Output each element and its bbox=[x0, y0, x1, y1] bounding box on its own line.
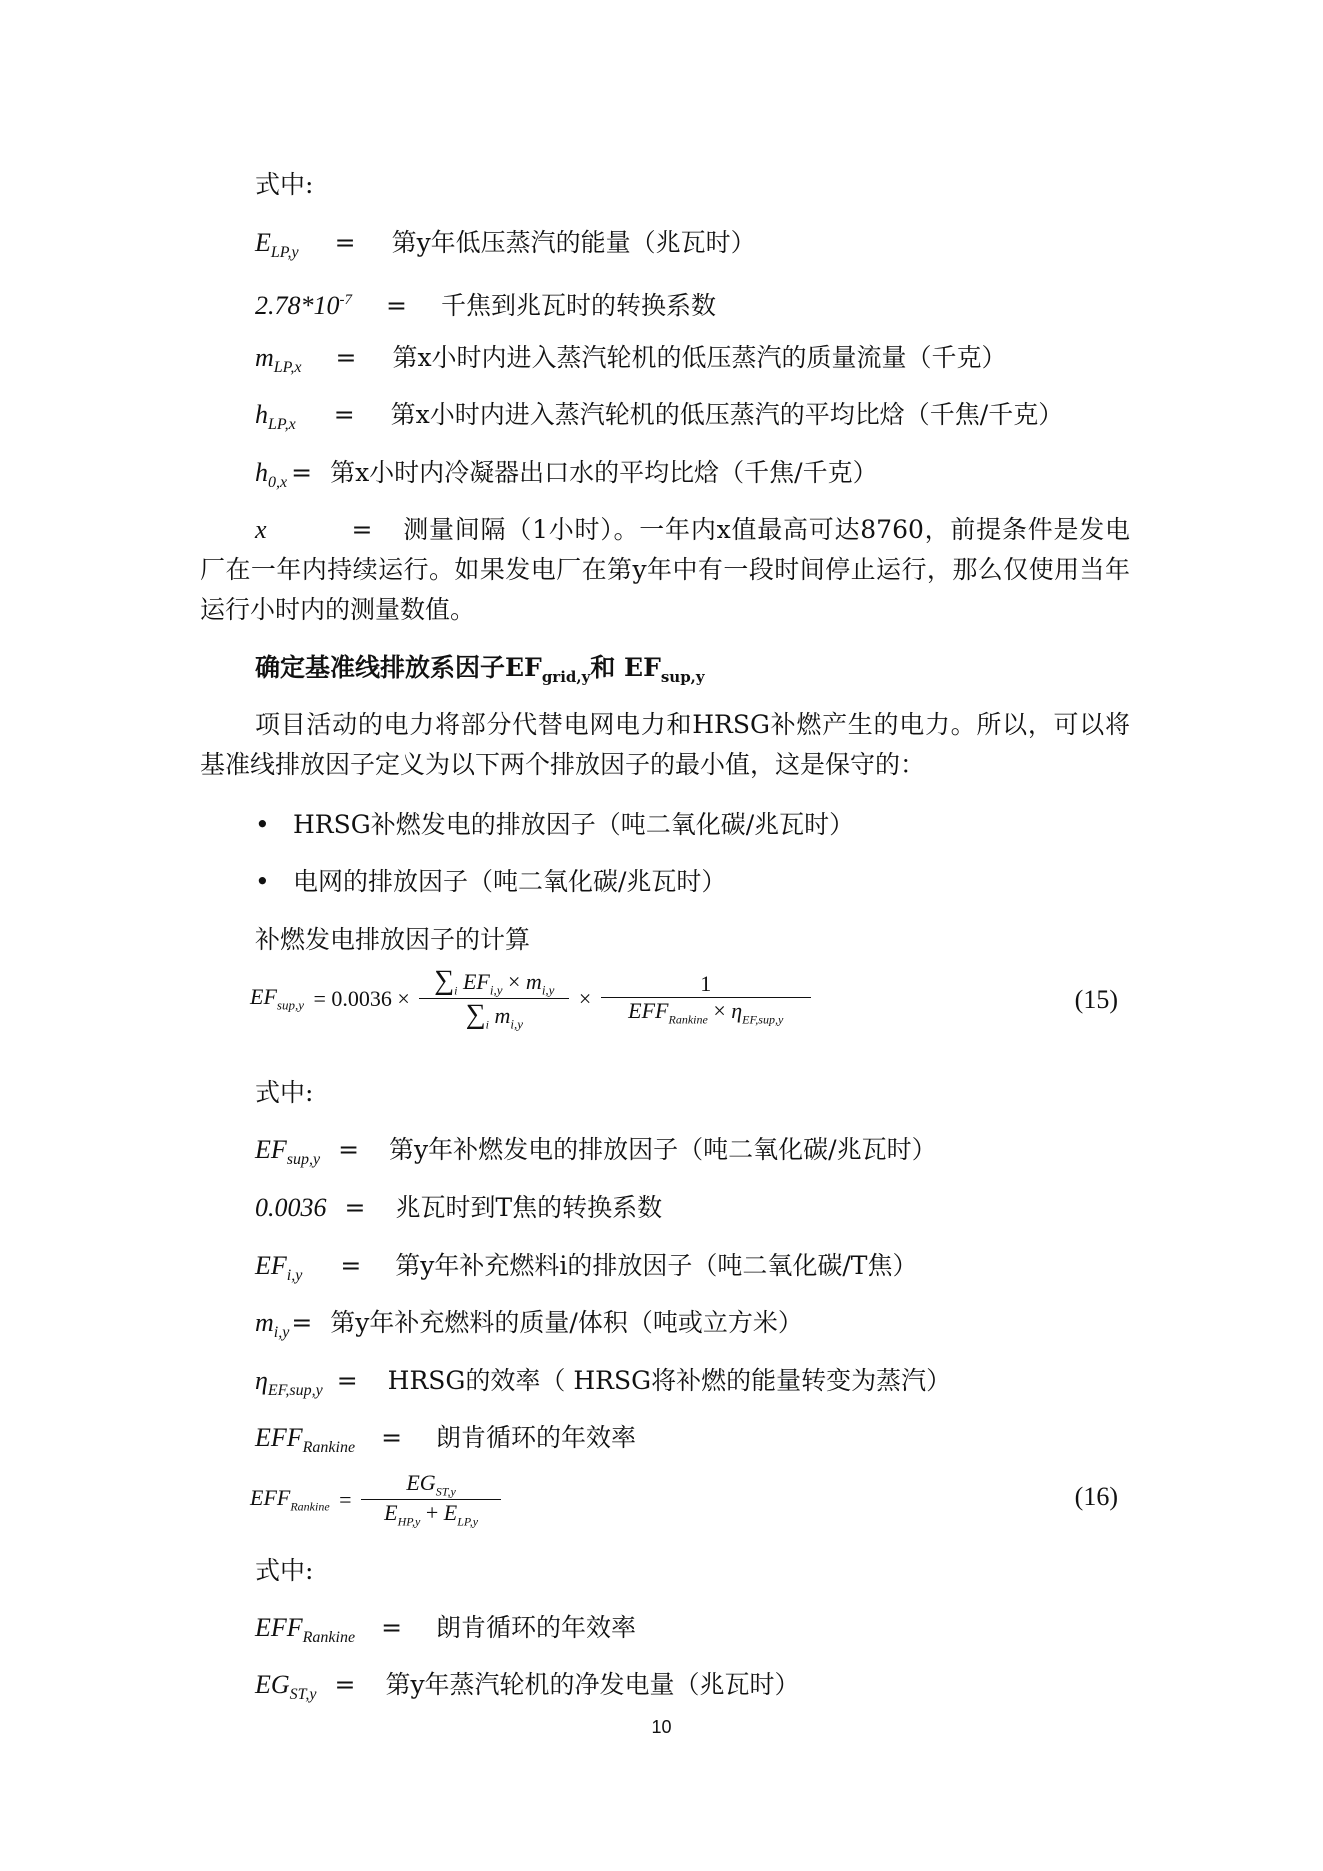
equals-sign: = bbox=[386, 291, 407, 320]
symbol: $m_{i,y}$ bbox=[255, 1308, 290, 1341]
fraction: $\frac{1}{EFF_{Rankine} \times \eta_{EF,sup,y}}$ bbox=[601, 971, 811, 1027]
equals-sign: = bbox=[338, 1135, 360, 1164]
definition-text: 第y年补充燃料i的排放因子（吨二氧化碳/T焦） bbox=[395, 1251, 918, 1280]
paragraph-text: 测量间隔（1小时）。一年内x值最高可达8760，前提条件是发电厂在一年内持续运行。如果发电厂在第y年中有一段时间停止运行，那么仅使用当年运行小时内的测量数值。 bbox=[200, 515, 1130, 624]
definition-text: 第x小时内冷凝器出口水的平均比焓（千焦/千克） bbox=[330, 458, 878, 487]
symbol: $EFF_{Rankine}$ bbox=[255, 1423, 356, 1456]
bullet-icon: • bbox=[255, 810, 270, 839]
where-label: 式中: bbox=[255, 170, 314, 199]
x-definition-paragraph bbox=[200, 510, 1130, 630]
list-item: • 电网的排放因子（吨二氧化碳/兆瓦时） bbox=[255, 864, 726, 900]
equation-number: (16) bbox=[1074, 1482, 1118, 1511]
equals-sign: = bbox=[334, 1670, 356, 1699]
equals-sign: = bbox=[335, 343, 357, 372]
section-heading: 确定基准线排放系因子$EF_{grid,y}$和 $EF_{sup,y}$ bbox=[255, 653, 705, 686]
definition-row bbox=[255, 397, 1063, 443]
equals-sign: = bbox=[336, 1366, 358, 1395]
equals-sign: = bbox=[291, 458, 313, 487]
definition-row bbox=[255, 1420, 636, 1466]
symbol: $2.78*10^{-7}$ bbox=[255, 291, 352, 320]
definition-row bbox=[255, 340, 1007, 386]
definition-row bbox=[255, 1305, 803, 1351]
symbol: $h_{LP,x}$ bbox=[255, 400, 296, 433]
definition-text: 第x小时内进入蒸汽轮机的低压蒸汽的质量流量（千克） bbox=[392, 343, 1007, 372]
definition-row bbox=[255, 225, 756, 271]
symbol: $EF_{sup,y}$ bbox=[255, 1135, 321, 1168]
definition-row bbox=[255, 1610, 636, 1656]
equals-sign: = bbox=[381, 1423, 403, 1452]
symbol: $E_{LP,y}$ bbox=[255, 228, 299, 261]
where-label: 式中: bbox=[255, 1556, 314, 1585]
equals-sign: = bbox=[333, 400, 355, 429]
definition-text: 朗肯循环的年效率 bbox=[436, 1423, 637, 1452]
definition-row bbox=[255, 1190, 662, 1226]
definition-text: HRSG的效率（ HRSG将补燃的能量转变为蒸汽） bbox=[387, 1366, 952, 1395]
definition-row bbox=[255, 1363, 951, 1409]
definition-row bbox=[255, 1248, 917, 1294]
symbol: $EF_{i,y}$ bbox=[255, 1251, 303, 1284]
formula-15: $EF_{sup,y} = 0.0036$ × $\frac{\sum_i EF_{i,y} \times m_{i,y}}{\sum_i m_{i,y}}$ × $\frac{1}{EFF_{Rankine} \times \eta_{EF,sup,y}}$ bbox=[250, 965, 811, 1033]
definition-row bbox=[255, 1667, 800, 1713]
fraction: $\frac{\sum_i EF_{i,y} \times m_{i,y}}{\sum_i m_{i,y}}$ bbox=[419, 965, 569, 1033]
symbol: 0.0036 bbox=[255, 1193, 327, 1222]
definition-row bbox=[255, 1132, 937, 1178]
symbol: x bbox=[255, 515, 267, 544]
definition-row bbox=[255, 455, 878, 501]
equals-sign: = bbox=[351, 515, 373, 544]
definition-text: 第y年蒸汽轮机的净发电量（兆瓦时） bbox=[385, 1670, 800, 1699]
symbol: $h_{0,x}$ bbox=[255, 458, 288, 491]
definition-text: 第y年补燃发电的排放因子（吨二氧化碳/兆瓦时） bbox=[389, 1135, 937, 1164]
equation-number: (15) bbox=[1074, 985, 1118, 1014]
bullet-icon: • bbox=[255, 867, 270, 896]
definition-text: 朗肯循环的年效率 bbox=[436, 1613, 637, 1642]
list-item: • HRSG补燃发电的排放因子（吨二氧化碳/兆瓦时） bbox=[255, 807, 854, 843]
where-label: 式中: bbox=[255, 1078, 314, 1107]
equals-sign: = bbox=[334, 228, 356, 257]
equals-sign: = bbox=[340, 1251, 362, 1280]
definition-text: 第y年补充燃料的质量/体积（吨或立方米） bbox=[330, 1308, 803, 1337]
equals-sign: = bbox=[291, 1308, 313, 1337]
symbol: $EG_{ST,y}$ bbox=[255, 1670, 317, 1703]
symbol: $EFF_{Rankine}$ bbox=[255, 1613, 356, 1646]
intro-paragraph: 项目活动的电力将部分代替电网电力和HRSG补燃产生的电力。所以，可以将基准线排放因子定义为以下两个排放因子的最小值，这是保守的： bbox=[200, 710, 1130, 779]
symbol: $m_{LP,x}$ bbox=[255, 343, 302, 376]
formula-16: $EFF_{Rankine}$ = $\frac{EG_{ST,y}}{E_{HP,y} + E_{LP,y}}$ bbox=[250, 1470, 501, 1530]
equals-sign: = bbox=[381, 1613, 403, 1642]
definition-text: 第x小时内进入蒸汽轮机的低压蒸汽的平均比焓（千焦/千克） bbox=[390, 400, 1064, 429]
page-number: 10 bbox=[651, 1717, 672, 1737]
definition-text: 兆瓦时到T焦的转换系数 bbox=[395, 1193, 663, 1222]
symbol: $\eta_{EF,sup,y}$ bbox=[255, 1366, 323, 1399]
definition-text: 千焦到兆瓦时的转换系数 bbox=[440, 291, 716, 320]
definition-row bbox=[255, 282, 716, 324]
equals-sign: = bbox=[344, 1193, 366, 1222]
calc-label: 补燃发电排放因子的计算 bbox=[255, 925, 531, 954]
definition-text: 第y年低压蒸汽的能量（兆瓦时） bbox=[391, 228, 756, 257]
fraction: $\frac{EG_{ST,y}}{E_{HP,y} + E_{LP,y}}$ bbox=[361, 1470, 501, 1530]
